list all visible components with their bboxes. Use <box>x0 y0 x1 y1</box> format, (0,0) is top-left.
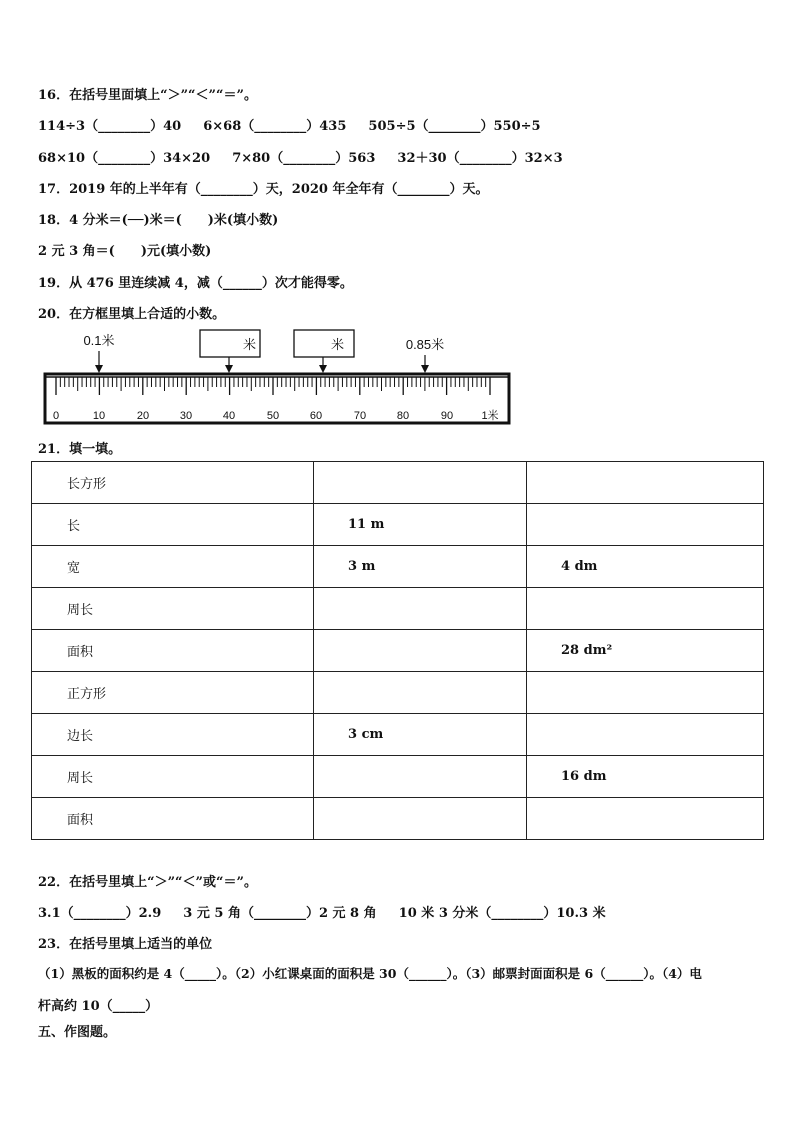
answer-box-2[interactable] <box>294 330 354 357</box>
table-cell[interactable]: 3 cm <box>314 714 527 756</box>
ruler-label-80: 80 <box>396 410 410 422</box>
label-0-1m: 0.1米 <box>83 333 115 348</box>
table-cell-label: 周长 <box>32 588 314 630</box>
answer-box-2-unit: 米 <box>331 337 345 352</box>
ruler-label-60: 60 <box>309 410 323 422</box>
table-cell[interactable] <box>527 588 764 630</box>
table-row <box>32 756 764 798</box>
table-cell-label: 长方形 <box>32 462 314 504</box>
table-cell[interactable]: 11 m <box>314 504 527 546</box>
table-cell[interactable]: 4 dm <box>527 546 764 588</box>
table-row <box>32 588 764 630</box>
q22-title: 22．在括号里填上“＞”“＜”或“＝”。 <box>38 875 257 890</box>
table-cell[interactable] <box>314 672 527 714</box>
q16-row-1: 114÷3（________）40 6×68（________）435 505÷5（________）550÷5 <box>38 119 541 134</box>
table-cell[interactable] <box>527 672 764 714</box>
table-cell-label: 边长 <box>32 714 314 756</box>
table-cell-label: 正方形 <box>32 672 314 714</box>
q19-text: 19．从 476 里连续减 4，减（______）次才能得零。 <box>38 276 353 291</box>
q22-row: 3.1（________）2.9 3 元 5 角（________）2 元 8 角 10 米 3 分米（________）10.3 米 <box>38 906 606 921</box>
table-row <box>32 462 764 504</box>
table-cell-label: 宽 <box>32 546 314 588</box>
table-cell-label: 面积 <box>32 798 314 840</box>
fill-table <box>31 461 764 840</box>
ruler-label-1m: 1米 <box>481 410 499 422</box>
table-cell[interactable] <box>314 588 527 630</box>
table-cell[interactable]: 28 dm² <box>527 630 764 672</box>
q17-text: 17．2019 年的上半年有（________）天，2020 年全年有（________）天。 <box>38 182 489 197</box>
q23-line-1: （1）黑板的面积约是 4（_____）。（2）小红课桌面的面积是 30（______）。（3）邮票封面面积是 6（______）。（4）电 <box>38 966 702 981</box>
table-row <box>32 504 764 546</box>
table-cell-label: 面积 <box>32 630 314 672</box>
ruler-figure <box>38 327 518 429</box>
table-row <box>32 798 764 840</box>
table-cell-label: 周长 <box>32 756 314 798</box>
table-cell[interactable] <box>314 756 527 798</box>
q18-line-1: 18．4 分米＝(──)米＝( )米(填小数) <box>38 213 279 228</box>
table-cell[interactable] <box>527 504 764 546</box>
section-5-title: 五、作图题。 <box>38 1025 117 1040</box>
table-cell[interactable] <box>314 462 527 504</box>
arrow-0-1m-head <box>95 365 103 373</box>
table-cell[interactable] <box>314 798 527 840</box>
table-cell[interactable] <box>527 462 764 504</box>
ruler-label-30: 30 <box>179 410 193 422</box>
table-cell[interactable] <box>314 630 527 672</box>
answer-box-1-unit: 米 <box>243 337 257 352</box>
table-row <box>32 714 764 756</box>
ruler-tick-marks <box>56 377 490 395</box>
q21-title: 21．填一填。 <box>38 442 122 457</box>
ruler-label-70: 70 <box>353 410 367 422</box>
ruler-label-20: 20 <box>136 410 150 422</box>
ruler-label-0: 0 <box>52 410 60 422</box>
q18-line-2: 2 元 3 角＝( )元(填小数) <box>38 244 212 259</box>
ruler-label-10: 10 <box>92 410 106 422</box>
q16-title: 16．在括号里面填上“＞”“＜”“＝”。 <box>38 88 257 103</box>
table-row <box>32 546 764 588</box>
q20-title: 20．在方框里填上合适的小数。 <box>38 307 226 322</box>
table-row <box>32 630 764 672</box>
table-cell[interactable] <box>527 714 764 756</box>
table-cell-label: 长 <box>32 504 314 546</box>
table-cell[interactable]: 16 dm <box>527 756 764 798</box>
arrow-box-2-head <box>319 365 327 373</box>
table-row <box>32 672 764 714</box>
label-0-85m: 0.85米 <box>405 337 445 352</box>
q23-line-2: 杆高约 10（_____） <box>38 999 159 1014</box>
q16-row-2: 68×10（________）34×20 7×80（________）563 32＋30（________）32×3 <box>38 151 563 166</box>
table-cell[interactable]: 3 m <box>314 546 527 588</box>
arrow-0-85m-head <box>421 365 429 373</box>
ruler-label-50: 50 <box>266 410 280 422</box>
q23-title: 23．在括号里填上适当的单位 <box>38 937 213 952</box>
arrow-box-1-head <box>225 365 233 373</box>
ruler-label-90: 90 <box>440 410 454 422</box>
table-cell[interactable] <box>527 798 764 840</box>
ruler-label-40: 40 <box>222 410 236 422</box>
